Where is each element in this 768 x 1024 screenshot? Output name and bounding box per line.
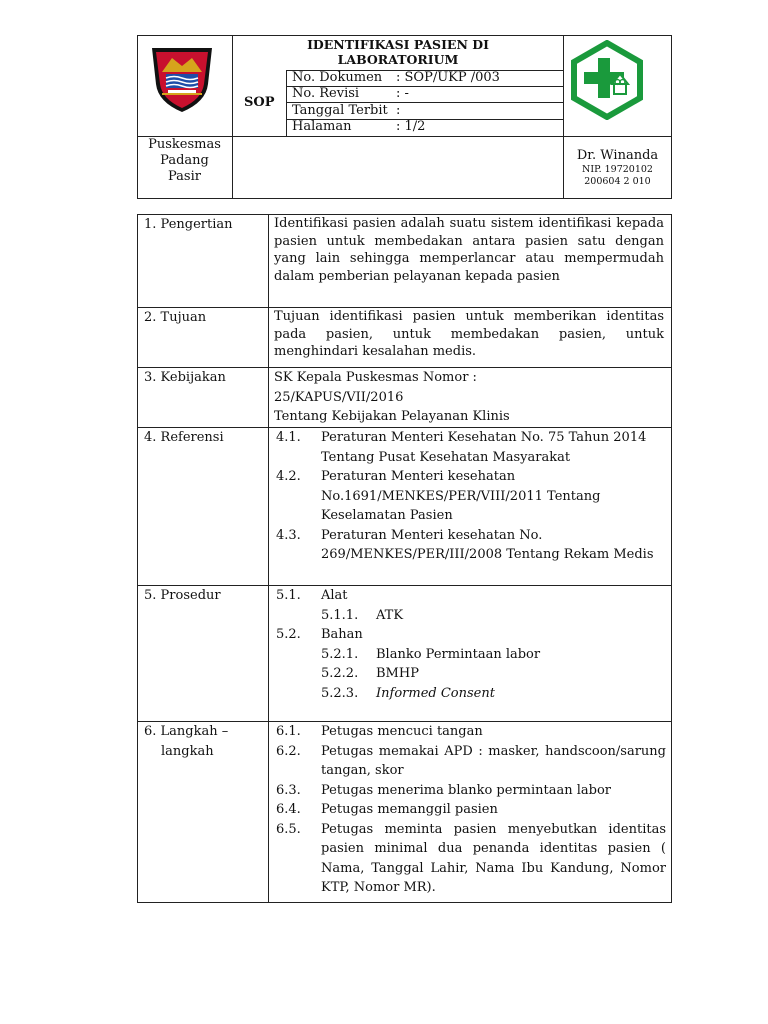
kebijakan-line2: 25/KAPUS/VII/2016: [274, 389, 404, 405]
regency-crest-logo: [148, 44, 216, 116]
doc-number-label: No. Dokumen: [292, 70, 383, 85]
list-item: 5.2.1. Blanko Permintaan labor: [321, 646, 541, 662]
organization-name-line3: Pasir: [168, 169, 201, 184]
list-item: 5.1. Alat: [276, 588, 348, 603]
list-item: 5.2. Bahan: [276, 627, 363, 642]
list-item: 6.4. Petugas memanggil pasien: [276, 802, 498, 817]
list-item: 5.2.2. BMHP: [321, 666, 419, 681]
section-text-tujuan: Tujuan identifikasi pasien untuk memberikan identitas pada pasien, untuk membedakan pasien, untuk menghindari kesalahan medis.: [274, 309, 664, 359]
organization-name-line1: Puskesmas: [148, 137, 221, 152]
doc-number-value: : SOP/UKP /003: [396, 70, 500, 85]
organization-name-line2: Padang: [160, 153, 209, 168]
referensi-list: [276, 428, 666, 565]
list-item: 6.3. Petugas menerima blanko permintaan labor: [276, 782, 612, 798]
sop-label: SOP: [244, 95, 275, 110]
issue-date-label: Tanggal Terbit: [292, 103, 388, 118]
list-item: 5.1.1. ATK: [321, 607, 404, 623]
langkah-label-line2: langkah: [161, 743, 214, 759]
list-item: 6.5. Petugas meminta pasien menyebutkan identitas pasien minimal dua penanda identitas pasien ( Nama, Tanggal Lahir, Nama Ibu Kandung, Nomor KTP, Nomor MR).: [276, 821, 666, 895]
issue-date-value: :: [396, 103, 401, 118]
signer-nip-line1: NIP. 19720102: [582, 164, 653, 175]
list-item: 5.2.3. Informed Consent: [321, 685, 495, 701]
list-item: 4.2. Peraturan Menteri kesehatan No.1691/MENKES/PER/VIII/2011 Tentang Keselamatan Pasien: [276, 469, 601, 523]
section-text-pengertian: Identifikasi pasien adalah suatu sistem identifikasi kepada pasien untuk membedakan antara pasien satu dengan yang lain sehingga memperlancar atau mempermudah dalam pemberian pelayanan kepada pasien: [274, 216, 664, 284]
puskesmas-logo: [570, 40, 644, 120]
langkah-list: [276, 722, 666, 898]
list-item: 6.2. Petugas memakai APD : masker, handscoon/sarung tangan, skor: [276, 743, 666, 778]
section-label-langkah: [144, 722, 266, 761]
section-text-kebijakan: [274, 368, 664, 427]
section-label-prosedur: 5. Prosedur: [144, 588, 221, 603]
section-label-kebijakan: 3. Kebijakan: [144, 370, 226, 385]
section-label-pengertian: 1. Pengertian: [144, 217, 233, 232]
document-title-line1: IDENTIFIKASI PASIEN DI: [307, 37, 489, 52]
revision-label: No. Revisi: [292, 86, 360, 101]
langkah-label-line1: 6. Langkah –: [144, 724, 229, 739]
kebijakan-line3: Tentang Kebijakan Pelayanan Klinis: [274, 409, 510, 424]
document-title-line2: LABORATORIUM: [337, 52, 459, 67]
section-label-tujuan: 2. Tujuan: [144, 310, 207, 325]
list-item: 4.3. Peraturan Menteri kesehatan No. 269/MENKES/PER/III/2008 Tentang Rekam Medis: [276, 527, 654, 562]
page-label: Halaman: [292, 119, 352, 134]
section-label-referensi: 4. Referensi: [144, 430, 224, 445]
kebijakan-line1: SK Kepala Puskesmas Nomor :: [274, 370, 477, 385]
signer-name: Dr. Winanda: [576, 148, 659, 163]
revision-value: : -: [396, 86, 409, 101]
prosedur-list: [276, 586, 666, 703]
page-value: : 1/2: [396, 119, 426, 134]
signer-nip-line2: 200604 2 010: [584, 176, 651, 187]
list-item: 6.1. Petugas mencuci tangan: [276, 724, 483, 739]
list-item: 4.1. Peraturan Menteri Kesehatan No. 75 Tahun 2014 Tentang Pusat Kesehatan Masyarakat: [276, 430, 647, 465]
